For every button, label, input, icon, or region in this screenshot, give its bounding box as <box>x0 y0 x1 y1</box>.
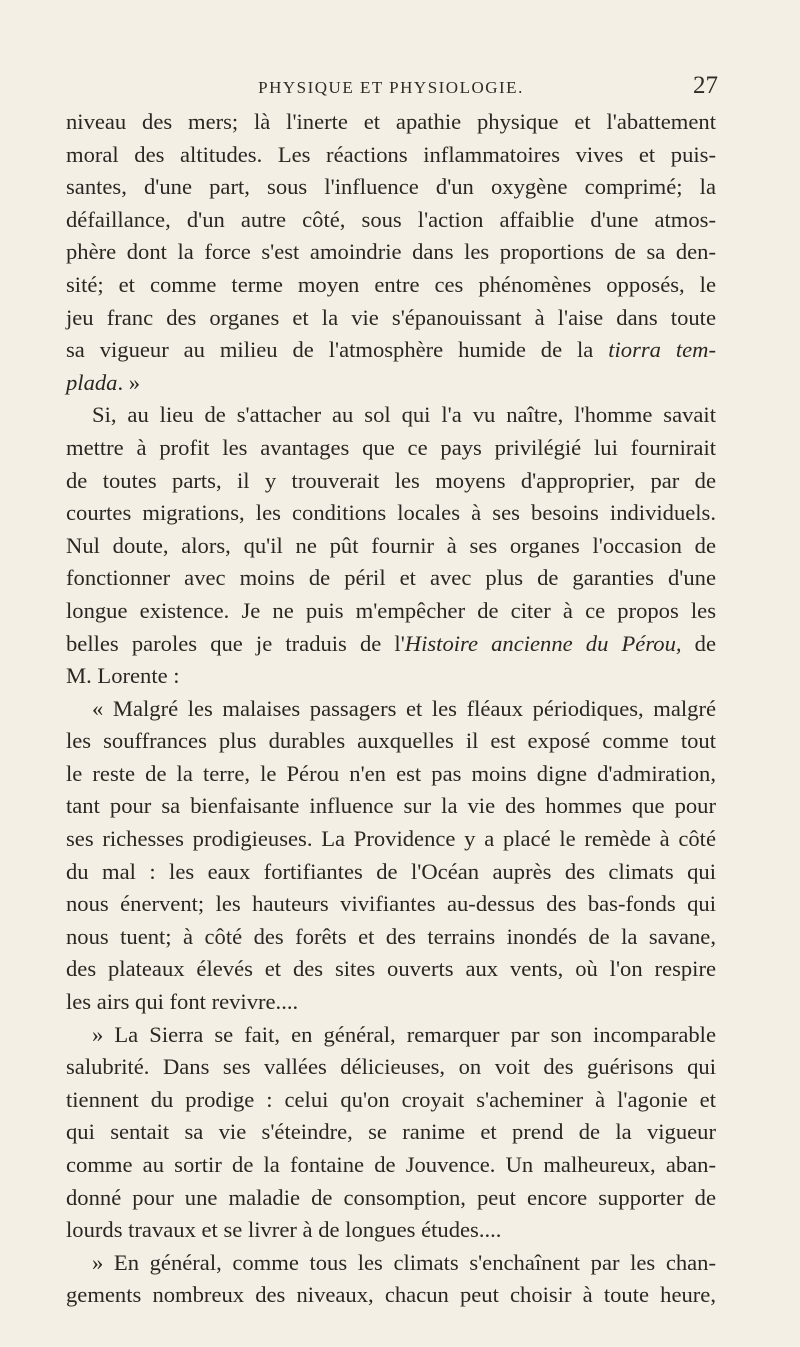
text-line: salubrité. Dans ses vallées délicieuses, on voit des guérisons qui <box>66 1054 716 1080</box>
text-line: qui sentait sa vie s'éteindre, se ranime et prend de la vigueur <box>66 1119 716 1145</box>
text-line: les souffrances plus durables auxquelles il est exposé comme tout <box>66 728 716 754</box>
paragraph <box>66 399 716 692</box>
text-line: fonctionner avec moins de péril et avec plus de garanties d'une <box>66 565 716 591</box>
text-fragment: sa vigueur au milieu de l'atmosphère humide de la <box>66 337 609 363</box>
text-line: donné pour une maladie de consomption, peut encore supporter de <box>66 1184 716 1210</box>
text-line: courtes migrations, les conditions locales à ses besoins individuels. <box>66 500 716 526</box>
italic-term: plada <box>66 369 118 395</box>
running-title: PHYSIQUE ET PHYSIOLOGIE. <box>258 78 524 97</box>
text-line: Nul doute, alors, qu'il ne pût fournir à ses organes l'occasion de <box>66 532 716 558</box>
text-line: gements nombreux des niveaux, chacun peut choisir à toute heure, <box>66 1282 716 1308</box>
italic-book-title: Histoire ancienne du Pérou, <box>404 630 682 656</box>
text-line: comme au sortir de la fontaine de Jouvence. Un malheureux, aban- <box>66 1152 716 1177</box>
text-line: le reste de la terre, le Pérou n'en est pas moins digne d'admiration, <box>66 760 716 786</box>
text-line: » La Sierra se fait, en général, remarquer par son incomparable <box>92 1021 716 1047</box>
running-head <box>66 72 716 106</box>
text-line: tiennent du prodige : celui qu'on croyait s'acheminer à l'agonie et <box>66 1086 716 1112</box>
page-number: 27 <box>693 72 718 99</box>
text-line: longue existence. Je ne puis m'empêcher de citer à ce propos les <box>66 597 716 623</box>
text-line: « Malgré les malaises passagers et les fléaux périodiques, malgré <box>92 695 716 721</box>
text-line: ses richesses prodigieuses. La Providence y a placé le remède à côté <box>66 826 716 852</box>
text-line: tant pour sa bienfaisante influence sur la vie des hommes que pour <box>66 793 716 819</box>
italic-term: tiorra tem- <box>608 337 716 363</box>
text-line: phère dont la force s'est amoindrie dans les proportions de sa den- <box>66 239 716 265</box>
text-fragment: belles paroles que je traduis de l' <box>66 630 405 656</box>
text-line: de toutes parts, il y trouverait les moyens d'approprier, par de <box>66 467 716 493</box>
text-line: M. Lorente : <box>66 663 180 689</box>
text-fragment: de <box>681 630 716 656</box>
text-line: plada. » <box>66 369 141 395</box>
text-line: Si, au lieu de s'attacher au sol qui l'a vu naître, l'homme savait <box>92 402 716 428</box>
text-line: moral des altitudes. Les réactions inflammatoires vives et puis- <box>66 141 716 167</box>
text-line: nous énervent; les hauteurs vivifiantes au-dessus des bas-fonds qui <box>66 891 716 917</box>
text-line: jeu franc des organes et la vie s'épanouissant à l'aise dans toute <box>66 304 716 330</box>
text-line: des plateaux élevés et des sites ouverts aux vents, où l'on respire <box>66 956 716 982</box>
text-line: les airs qui font revivre.... <box>66 989 299 1015</box>
paragraph <box>66 1019 716 1247</box>
paragraph <box>66 1247 716 1312</box>
text-line: défaillance, d'un autre côté, sous l'action affaiblie d'une atmos- <box>66 206 716 232</box>
paragraph <box>66 693 716 1019</box>
text-line: sité; et comme terme moyen entre ces phénomènes opposés, le <box>66 271 716 297</box>
text-line <box>66 334 716 367</box>
paragraph <box>66 106 716 399</box>
text-line: santes, d'une part, sous l'influence d'un oxygène comprimé; la <box>66 174 716 200</box>
text-line: lourds travaux et se livrer à de longues études.... <box>66 1217 502 1243</box>
text-line: niveau des mers; là l'inerte et apathie physique et l'abattement <box>66 109 716 134</box>
body-text <box>66 106 716 1312</box>
text-line: » En général, comme tous les climats s'enchaînent par les chan- <box>92 1249 716 1275</box>
text-line: du mal : les eaux fortifiantes de l'Océan auprès des climats qui <box>66 858 716 884</box>
text-line: mettre à profit les avantages que ce pays privilégié lui fournirait <box>66 434 716 460</box>
text-line: nous tuent; à côté des forêts et des terrains inondés de la savane, <box>66 923 716 949</box>
text-line <box>66 628 716 661</box>
